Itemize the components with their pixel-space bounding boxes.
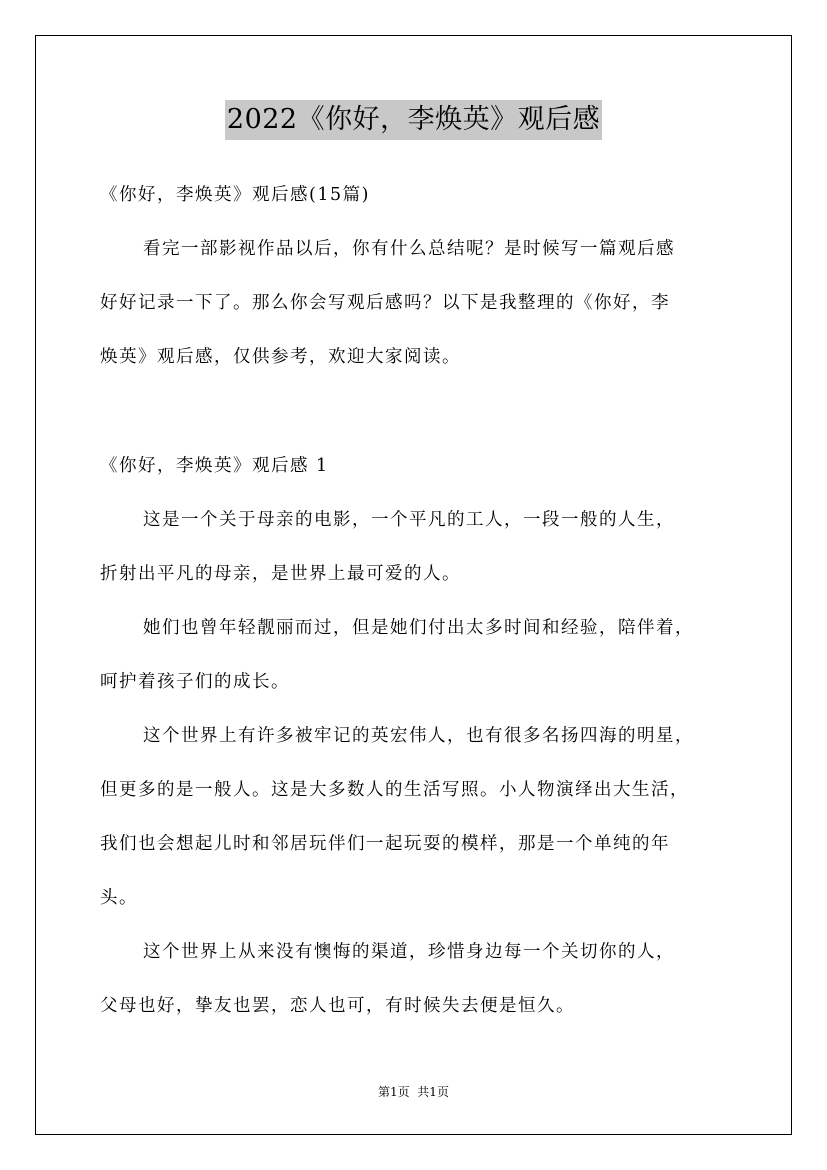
intro-line-2: 好好记录一下了。那么你会写观后感吗？以下是我整理的《你好，李 [100,293,670,313]
body-line-3: 她们也曾年轻靓丽而过，但是她们付出太多时间和经验，陪伴着， [143,618,694,638]
document-title-wrap [0,100,827,140]
body-line-9: 这个世界上从来没有懊悔的渠道，珍惜身边每一个关切你的人， [143,942,675,962]
body-line-6: 但更多的是一般人。这是大多数人的生活写照。小人物演绎出大生活， [100,780,689,800]
intro-line-1: 看完一部影视作品以后，你有什么总结呢？是时候写一篇观后感 [143,239,675,259]
body-line-4: 呵护着孩子们的成长。 [100,672,290,692]
body-line-1: 这是一个关于母亲的电影，一个平凡的工人，一段一般的人生， [143,510,675,530]
body-line-7: 我们也会想起儿时和邻居玩伴们一起玩耍的模样，那是一个单纯的年 [100,834,670,854]
section-heading: 《你好，李焕英》观后感 1 [100,456,329,476]
body-line-5: 这个世界上有许多被牢记的英宏伟人，也有很多名扬四海的明星， [143,726,694,746]
body-line-8: 头。 [100,888,138,908]
intro-line-3: 焕英》观后感，仅供参考，欢迎大家阅读。 [100,347,461,367]
document-subtitle: 《你好，李焕英》观后感(15篇) [100,185,370,205]
document-title: 2022《你好，李焕英》观后感 [225,100,602,140]
body-line-10: 父母也好，挚友也罢，恋人也可，有时候失去便是恒久。 [100,996,575,1016]
body-line-2: 折射出平凡的母亲，是世界上最可爱的人。 [100,564,461,584]
page-footer: 第1页 共1页 [378,1085,449,1099]
